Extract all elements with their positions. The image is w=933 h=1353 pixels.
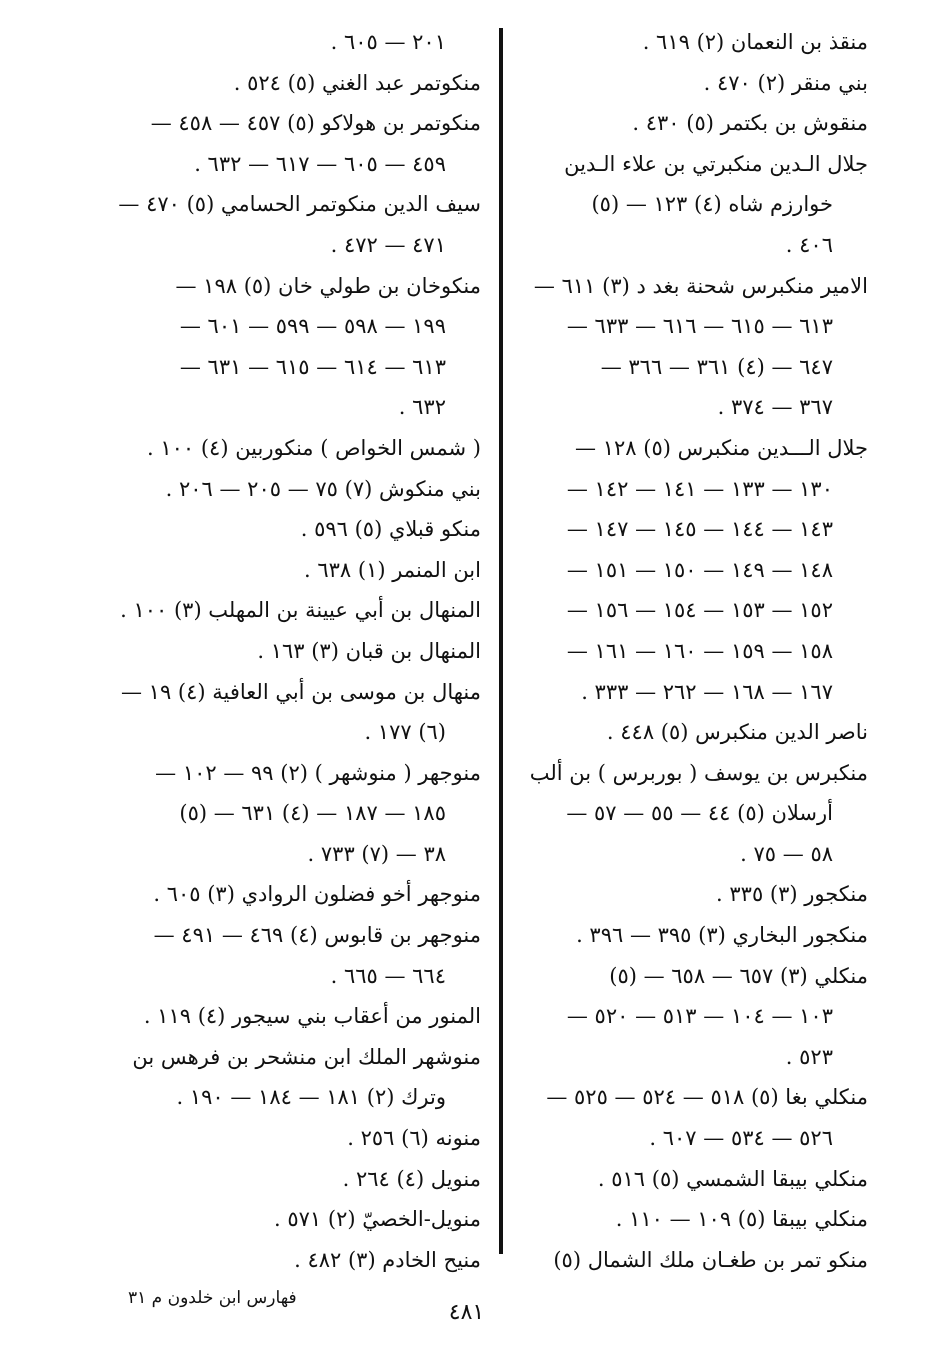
index-entry: منوجهر أخو فضلون الروادي (٣) ٦٠٥ . bbox=[153, 882, 481, 907]
index-entry: المنور من أعقاب بني سيجور (٤) ١١٩ . bbox=[143, 1004, 481, 1029]
index-entry-continuation: ١٤٨ — ١٤٩ — ١٥٠ — ١٥١ — bbox=[566, 557, 833, 582]
index-entry: منكجور البخاري (٣) ٣٩٥ — ٣٩٦ . bbox=[576, 923, 868, 948]
index-entry: منقذ بن النعمان (٢) ٦١٩ . bbox=[642, 30, 868, 54]
index-entry: منوجهر بن قابوس (٤) ٤٦٩ — ٤٩١ — bbox=[153, 923, 481, 948]
running-title: فهارس ابن خلدون م ٣١ bbox=[128, 1288, 297, 1308]
index-entry-continuation: ٥٢٦ — ٥٣٤ — ٦٠٧ . bbox=[649, 1126, 833, 1151]
index-entry-continuation: ٥٨ — ٧٥ . bbox=[740, 841, 833, 866]
index-entry: منويل-الخصيّ (٢) ٥٧١ . bbox=[273, 1207, 481, 1232]
index-entry-continuation: ٣٦٧ — ٣٧٤ . bbox=[717, 395, 833, 420]
index-entry: سيف الدين منكوتمر الحسامي (٥) ٤٧٠ — bbox=[118, 192, 481, 217]
index-entry: ابن المنمر (١) ٦٣٨ . bbox=[303, 557, 481, 582]
column-divider bbox=[499, 28, 503, 1254]
index-entry: المنهال بن قبان (٣) ١٦٣ . bbox=[257, 638, 481, 663]
index-entry: منوشهر الملك ابن منشحر بن فرهس بن bbox=[132, 1044, 481, 1069]
index-entry: منكوتمر عبد الغني (٥) ٥٢٤ . bbox=[233, 70, 481, 95]
index-entry: منوجهر ( منوشهر ) (٢) ٩٩ — ١٠٢ — bbox=[155, 760, 481, 785]
index-entry-continuation: ٣٨ — (٧) ٧٣٣ . bbox=[307, 841, 446, 866]
index-entry-continuation: ٤٥٩ — ٦٠٥ — ٦١٧ — ٦٣٢ . bbox=[194, 151, 446, 176]
index-entry-continuation: ٦٤٧ — (٤) ٣٦١ — ٣٦٦ — bbox=[600, 354, 833, 379]
index-entry: منيح الخادم (٣) ٤٨٢ . bbox=[294, 1247, 481, 1272]
index-entry-continuation: ٥٢٣ . bbox=[785, 1044, 833, 1069]
index-entry: منهال بن موسى بن أبي العافية (٤) ١٩ — bbox=[120, 679, 481, 704]
index-entry-continuation: ٦١٣ — ٦١٥ — ٦١٦ — ٦٣٣ — bbox=[566, 314, 833, 339]
index-entry: ناصر الدين منكبرس (٥) ٤٤٨ . bbox=[606, 720, 868, 745]
index-entry-continuation: ١٠٣ — ١٠٤ — ٥١٣ — ٥٢٠ — bbox=[566, 1004, 833, 1029]
index-entry-continuation: (٦) ١٧٧ . bbox=[364, 720, 446, 745]
index-entry: منويل (٤) ٢٦٤ . bbox=[342, 1166, 481, 1191]
index-entry: المنهال بن أبي عيينة بن المهلب (٣) ١٠٠ . bbox=[120, 598, 481, 623]
index-entry: منكلي (٣) ٦٥٧ — ٦٥٨ — (٥) bbox=[609, 963, 868, 988]
index-entry-continuation: ١٨٥ — ١٨٧ — (٤) ٦٣١ — (٥) bbox=[179, 801, 446, 826]
index-entry: منكو تمر بن طغـان ملك الشمال (٥) bbox=[553, 1247, 868, 1272]
right-index-column bbox=[520, 22, 868, 1280]
index-entry: منكبرس بن يوسف ( بوربرس ) بن ألب bbox=[529, 760, 868, 785]
index-entry-continuation: ٤٠٦ . bbox=[785, 232, 833, 257]
index-entry-continuation: ١٥٨ — ١٥٩ — ١٦٠ — ١٦١ — bbox=[566, 638, 833, 663]
index-entry-continuation: ١٦٧ — ١٦٨ — ٢٦٢ — ٣٣٣ . bbox=[581, 679, 833, 704]
left-index-column bbox=[118, 22, 481, 1280]
index-entry-continuation: وترك (٢) ١٨١ — ١٨٤ — ١٩٠ . bbox=[176, 1085, 446, 1110]
index-entry: منونه (٦) ٢٥٦ . bbox=[347, 1126, 481, 1151]
index-entry-continuation: ٦٦٤ — ٦٦٥ . bbox=[330, 963, 446, 988]
index-entry-continuation: ١٥٢ — ١٥٣ — ١٥٤ — ١٥٦ — bbox=[566, 598, 833, 623]
index-entry-continuation: ٦٣٢ . bbox=[398, 395, 446, 420]
page-number: ٤٨١ bbox=[448, 1300, 485, 1325]
index-entry: جلال الـــدين منكبرس (٥) ١٢٨ — bbox=[575, 435, 868, 460]
index-entry-continuation: ٦١٣ — ٦١٤ — ٦١٥ — ٦٣١ — bbox=[179, 354, 446, 379]
index-entry-continuation: ١٣٠ — ١٣٣ — ١٤١ — ١٤٢ — bbox=[566, 476, 833, 501]
index-entry-continuation: ١٤٣ — ١٤٤ — ١٤٥ — ١٤٧ — bbox=[566, 517, 833, 542]
index-entry: منكلي بيبقا (٥) ١٠٩ — ١١٠ . bbox=[615, 1207, 868, 1232]
index-entry-continuation: ٢٠١ — ٦٠٥ . bbox=[330, 30, 446, 54]
index-entry: منقوش بن بكتمر (٥) ٤٣٠ . bbox=[632, 111, 868, 136]
index-entry: منكوتمر بن هولاكو (٥) ٤٥٧ — ٤٥٨ — bbox=[150, 111, 481, 136]
index-entry: منكو قبلاي (٥) ٥٩٦ . bbox=[300, 517, 481, 542]
index-entry: منكوخان بن طولي خان (٥) ١٩٨ — bbox=[175, 273, 481, 298]
index-entry: منكلي بغا (٥) ٥١٨ — ٥٢٤ — ٥٢٥ — bbox=[546, 1085, 868, 1110]
index-entry: الامير منكبرس شحنة بغد د (٣) ٦١١ — bbox=[533, 273, 868, 298]
index-entry-continuation: خوارزم شاه (٤) ١٢٣ — (٥) bbox=[591, 192, 833, 217]
index-entry: بني منقر (٢) ٤٧٠ . bbox=[703, 70, 868, 95]
index-entry-continuation: أرسلان (٥) ٤٤ — ٥٥ — ٥٧ — bbox=[566, 801, 833, 826]
index-entry: منكجور (٣) ٣٣٥ . bbox=[716, 882, 868, 907]
index-entry: منكلي بيبقا الشمسي (٥) ٥١٦ . bbox=[597, 1166, 868, 1191]
index-entry: جلال الـدين منكبرتي بن علاء الـدين bbox=[564, 151, 868, 176]
index-entry-continuation: ٤٧١ — ٤٧٢ . bbox=[330, 232, 446, 257]
index-entry-continuation: ١٩٩ — ٥٩٨ — ٥٩٩ — ٦٠١ — bbox=[179, 314, 446, 339]
index-entry: بني منكوش (٧) ٧٥ — ٢٠٥ — ٢٠٦ . bbox=[165, 476, 481, 501]
index-entry: ( شمس الخواص ) منكوربين (٤) ١٠٠ . bbox=[146, 435, 481, 460]
